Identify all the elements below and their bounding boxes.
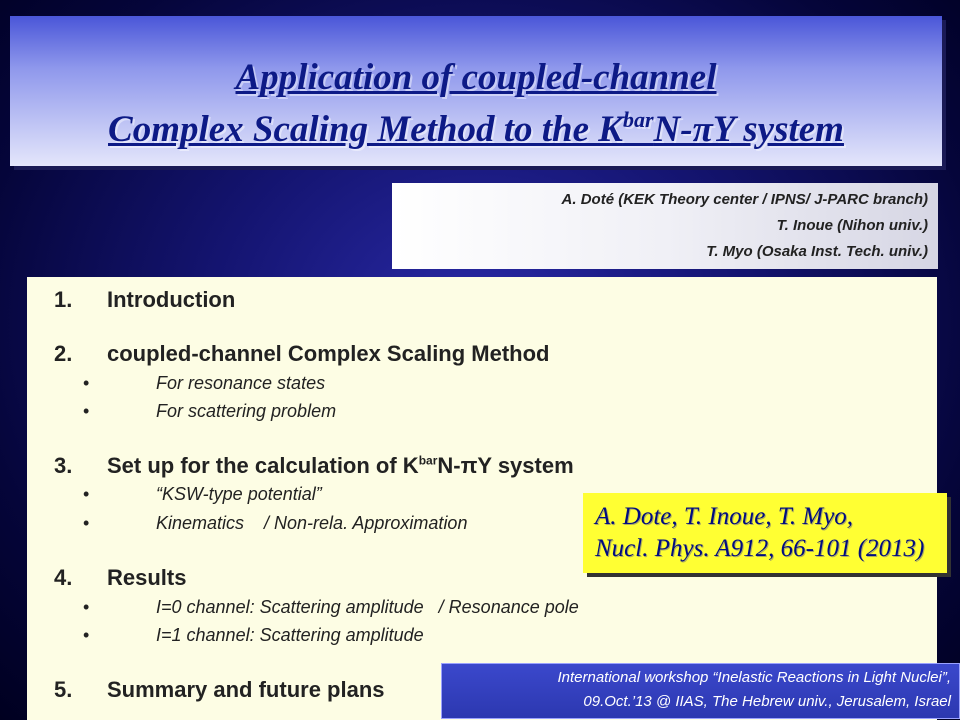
title-line-2-pre: Complex Scaling Method to the K (108, 109, 623, 150)
toc-number: 5. (54, 677, 73, 702)
bullet-icon: • (83, 373, 90, 393)
title-superscript: bar (622, 107, 654, 132)
toc-item-4 (54, 565, 186, 591)
bullet-icon: • (83, 597, 90, 617)
toc-subitem (83, 401, 336, 422)
toc-subitem-text: For scattering problem (156, 401, 337, 421)
toc-subitem (83, 513, 467, 534)
workshop-line-1: International workshop “Inelastic Reactions in Light Nuclei”, (557, 669, 951, 686)
toc-item-5 (54, 677, 385, 703)
toc-number: 1. (54, 287, 73, 312)
authors-box (392, 183, 938, 269)
bullet-icon: • (83, 401, 90, 421)
toc-subitem (83, 625, 424, 646)
toc-subitem-text: Kinematics / Non-rela. Approximation (156, 513, 468, 533)
author-2: T. Inoue (Nihon univ.) (776, 217, 928, 234)
title-line-2 (10, 107, 942, 151)
toc-text: Results (107, 565, 187, 590)
reference-line-2: Nucl. Phys. A912, 66-101 (2013) (595, 535, 925, 562)
workshop-line-2: 09.Oct.’13 @ IIAS, The Hebrew univ., Jerusalem, Israel (583, 693, 951, 710)
title-box (10, 16, 942, 166)
toc-text-pre: Set up for the calculation of K (107, 453, 419, 478)
toc-subitem (83, 484, 322, 505)
toc-number: 2. (54, 341, 73, 366)
toc-text: Summary and future plans (107, 677, 385, 702)
title-line-2-post: N-πY system (653, 109, 844, 150)
toc-item-1 (54, 287, 235, 313)
toc-subitem-text: “KSW-type potential” (156, 484, 322, 504)
toc-subitem-text: I=1 channel: Scattering amplitude (156, 625, 424, 645)
toc-number: 4. (54, 565, 73, 590)
toc-item-3 (54, 453, 574, 479)
reference-line-1: A. Dote, T. Inoue, T. Myo, (595, 503, 854, 530)
toc-number: 3. (54, 453, 73, 478)
toc-subitem-text: For resonance states (156, 373, 326, 393)
toc-text: coupled-channel Complex Scaling Method (107, 341, 550, 366)
toc-subitem (83, 373, 325, 394)
title-line-1: Application of coupled-channel (235, 57, 717, 98)
author-3: T. Myo (Osaka Inst. Tech. univ.) (706, 243, 928, 260)
workshop-box (441, 663, 960, 719)
bullet-icon: • (83, 513, 90, 533)
toc-subitem-text: I=0 channel: Scattering amplitude / Resonance pole (156, 597, 579, 617)
bullet-icon: • (83, 625, 90, 645)
toc-text: Introduction (107, 287, 236, 312)
reference-box (583, 493, 947, 573)
toc-subitem (83, 597, 579, 618)
toc-superscript: bar (418, 453, 438, 468)
toc-text-post: N-πY system (437, 453, 574, 478)
author-1: A. Doté (KEK Theory center / IPNS/ J-PARC branch) (561, 191, 928, 208)
bullet-icon: • (83, 484, 90, 504)
toc-item-2 (54, 341, 550, 367)
